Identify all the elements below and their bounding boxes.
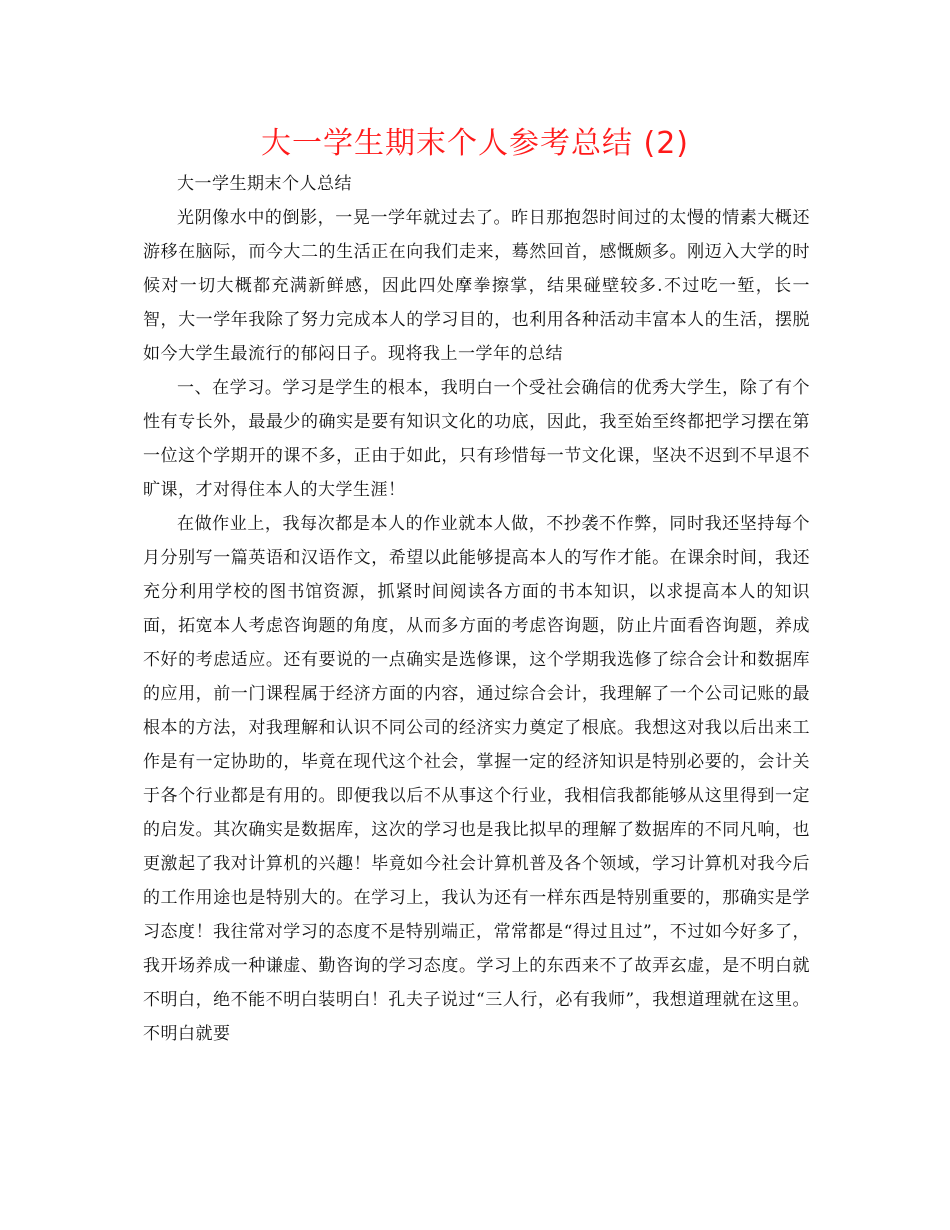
- subtitle-paragraph: 大一学生期末个人总结: [177, 174, 352, 194]
- document-title: 大一学生期末个人参考总结 (2): [260, 126, 690, 161]
- study-paragraph: 一、在学习。学习是学生的根本，我明白一个受社会确信的优秀大学生，除了有个性有专长外，最最少的确实是要有知识文化的功底，因此，我至始至终都把学习摆在第一位这个学期开的课不多，正由于如此，只有珍惜每一节文化课，坚决不迟到不早退不旷课，才对得住本人的大学生涯！: [143, 378, 810, 500]
- homework-paragraph: 在做作业上，我每次都是本人的作业就本人做，不抄袭不作弊，同时我还坚持每个月分别写一篇英语和汉语作文，希望以此能够提高本人的写作才能。在课余时间，我还充分利用学校的图书馆资源，抓紧时间阅读各方面的书本知识，以求提高本人的知识面，拓宽本人考虑咨询题的角度，从而多方面的考虑咨询题，防止片面看咨询题，养成不好的考虑适应。还有要说的一点确实是选修课，这个学期我选修了综合会计和数据库的应用，前一门课程属于经济方面的内容，通过综合会计，我理解了一个公司记账的最根本的方法，对我理解和认识不同公司的经济实力奠定了根底。我想这对我以后出来工作是有一定协助的，毕竟在现代这个社会，掌握一定的经济知识是特别必要的，会计关于各个行业都是有用的。即便我以后不从事这个行业，我相信我都能够从这里得到一定的启发。其次确实是数据库，这次的学习也是我比拟早的理解了数据库的不同凡响，也更激起了我对计算机的兴趣！毕竟如今社会计算机普及各个领域，学习计算机对我今后的工作用途也是特别大的。在学习上，我认为还有一样东西是特别重要的，那确实是学习态度！我往常对学习的态度不是特别端正，常常都是“得过且过”，不过如今好多了，我开场养成一种谦虚、勤咨询的学习态度。学习上的东西来不了故弄玄虚，是不明白就不明白，绝不能不明白装明白！孔夫子说过“三人行，必有我师”，我想道理就在这里。不明白就要: [143, 514, 810, 1044]
- document-body: [143, 167, 810, 1051]
- intro-paragraph: 光阴像水中的倒影，一晃一学年就过去了。昨日那抱怨时间过的太慢的情素大概还游移在脑际，而今大二的生活正在向我们走来，蓦然回首，感慨颇多。刚迈入大学的时候对一切大概都充满新鲜感，因此四处摩拳擦掌，结果碰壁较多.不过吃一堑，长一智，大一学年我除了努力完成本人的学习目的，也利用各种活动丰富本人的生活，摆脱如今大学生最流行的郁闷日子。现将我上一学年的总结: [143, 208, 810, 364]
